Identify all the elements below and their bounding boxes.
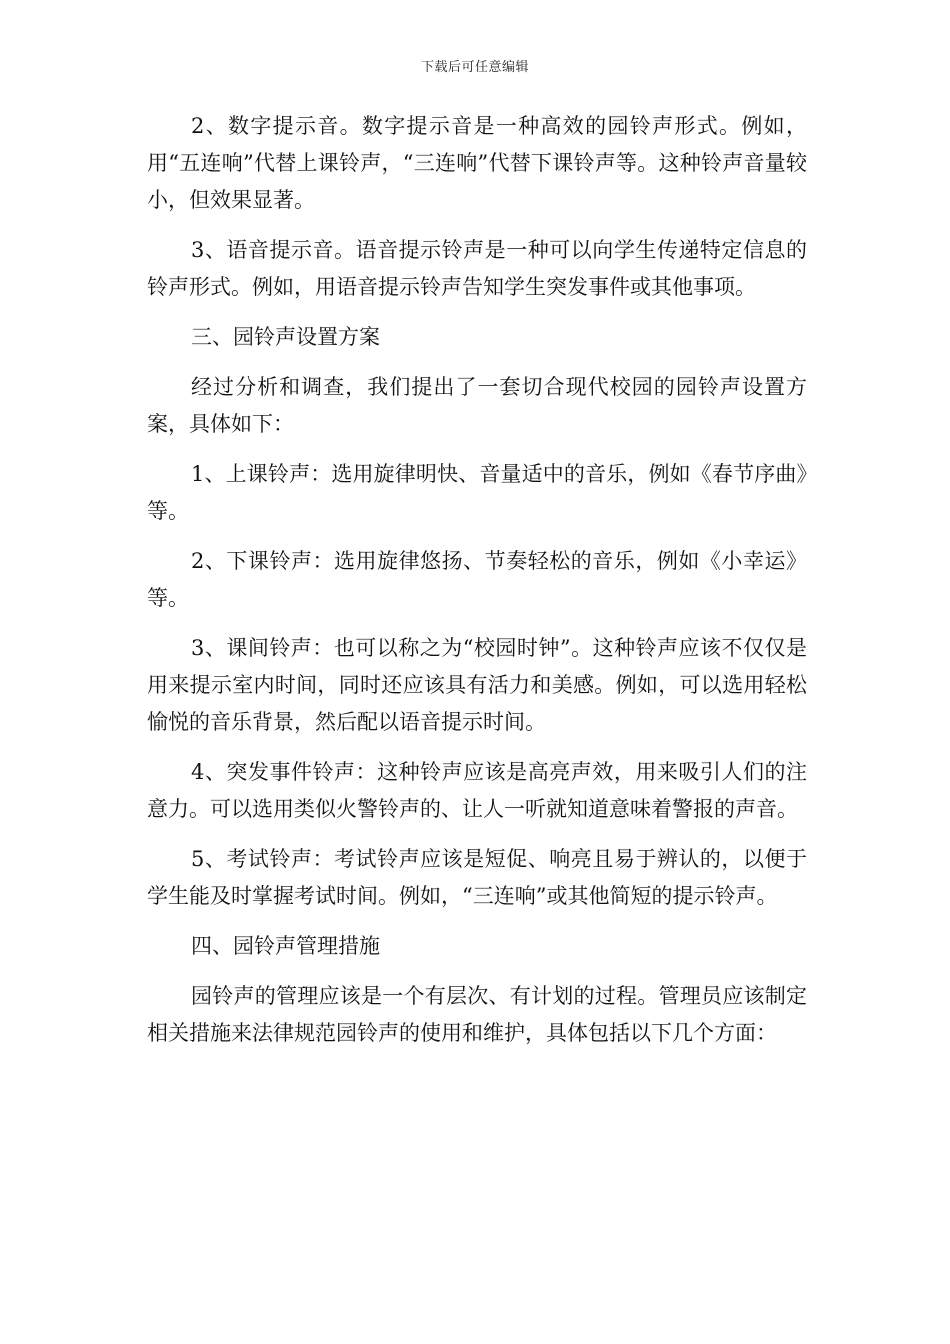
paragraph-class-end-bell: 2、下课铃声：选用旋律悠扬、节奏轻松的音乐，例如《小幸运》等。 [147,549,807,610]
document-body [147,108,807,1065]
paragraph-exam-bell: 5、考试铃声：考试铃声应该是短促、响亮且易于辨认的，以便于学生能及时掌握考试时间。例如，“三连响”或其他简短的提示铃声。 [147,847,807,908]
paragraph-class-start-bell: 1、上课铃声：选用旋律明快、音量适中的音乐，例如《春节序曲》等。 [147,462,807,523]
section-heading-management: 四、园铃声管理措施 [191,934,380,958]
paragraph-plan-intro: 经过分析和调查，我们提出了一套切合现代校园的园铃声设置方案，具体如下： [147,375,807,436]
page-header: 下载后可任意编辑 [420,60,529,75]
paragraph-break-bell: 3、课间铃声：也可以称之为“校园时钟”。这种铃声应该不仅仅是用来提示室内时间，同时还应该具有活力和美感。例如，可以选用轻松愉悦的音乐背景，然后配以语音提示时间。 [147,636,807,734]
paragraph-emergency-bell: 4、突发事件铃声：这种铃声应该是高亮声效，用来吸引人们的注意力。可以选用类似火警铃声的、让人一听就知道意味着警报的声音。 [147,760,807,821]
paragraph-digital-tone: 2、数字提示音。数字提示音是一种高效的园铃声形式。例如，用“五连响”代替上课铃声，“三连响”代替下课铃声等。这种铃声音量较小，但效果显著。 [147,114,807,212]
section-heading-setup-plan: 三、园铃声设置方案 [191,325,380,349]
paragraph-management-intro: 园铃声的管理应该是一个有层次、有计划的过程。管理员应该制定相关措施来法律规范园铃声的使用和维护，具体包括以下几个方面： [147,984,807,1045]
paragraph-voice-tone: 3、语音提示音。语音提示铃声是一种可以向学生传递特定信息的铃声形式。例如，用语音提示铃声告知学生突发事件或其他事项。 [147,238,807,299]
